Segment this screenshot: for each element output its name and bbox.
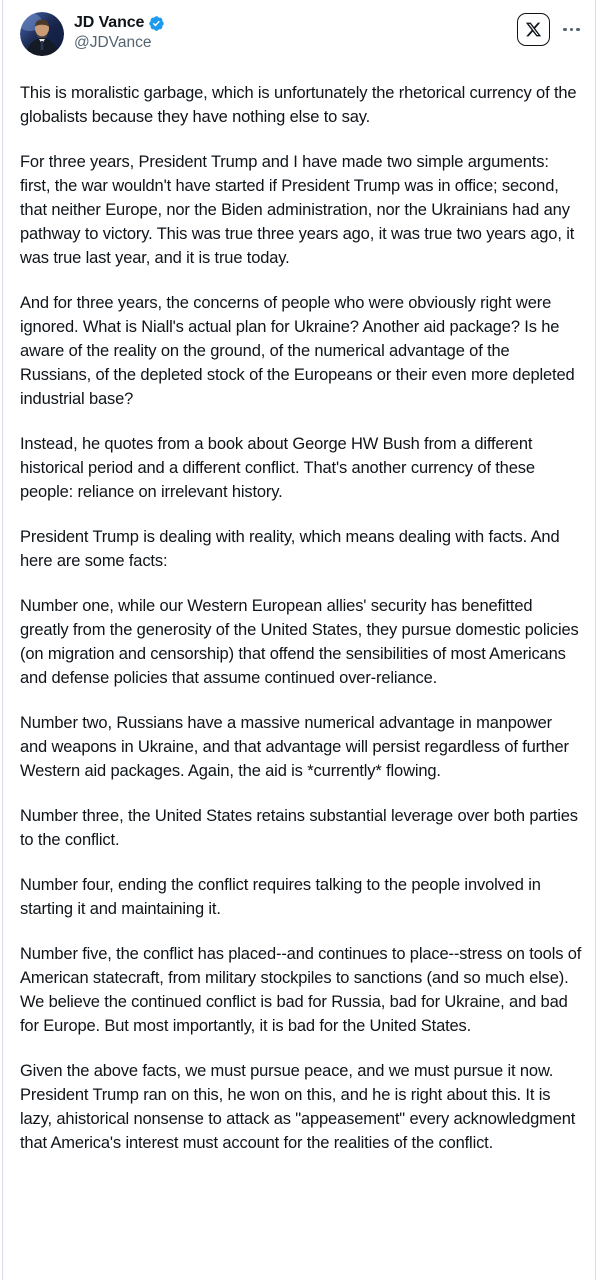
- post-paragraph-9: Number four, ending the conflict requires talking to the people involved in starting it and maintaining it.: [20, 876, 541, 918]
- author-name[interactable]: JD Vance: [74, 14, 145, 31]
- post-paragraph-4: Instead, he quotes from a book about George HW Bush from a different historical period and a different conflict. That's another currency of these people: reliance on irrelevant history.: [20, 435, 535, 501]
- tweet-card: [2, 0, 596, 1280]
- post-paragraph-2: For three years, President Trump and I have made two simple arguments: first, the war wouldn't have started if President Trump was in office; second, that neither Europe, nor the Biden administration, nor the Ukrainians had any pathway to victory. This was true three years ago, it was true two years ago, it was true last year, and it is true today.: [20, 153, 575, 267]
- post-paragraph-11: Given the above facts, we must pursue peace, and we must pursue it now. President Trump ran on this, he won on this, and he is right about this. It is lazy, ahistorical nonsense to attack as "appeasement" every acknowledgment that America's interest must account for the realities of the conflict.: [20, 1062, 576, 1152]
- post-paragraph-3: And for three years, the concerns of people who were obviously right were ignored. What is Niall's actual plan for Ukraine? Another aid package? Is he aware of the reality on the ground, of the numerical advantage of the Russians, of the depleted stock of the Europeans or their even more depleted industrial base?: [20, 294, 575, 408]
- more-dot: [576, 28, 580, 32]
- more-dot: [563, 28, 567, 32]
- author-block: [74, 12, 165, 52]
- tweet-header: [20, 12, 582, 56]
- avatar-photo: [20, 12, 64, 56]
- avatar[interactable]: [20, 12, 64, 56]
- author-handle[interactable]: @JDVance: [74, 34, 152, 51]
- post-text: [20, 81, 583, 1155]
- more-icon[interactable]: [561, 22, 582, 38]
- post-paragraph-10: Number five, the conflict has placed--and continues to place--stress on tools of American statecraft, from military stockpiles to sanctions (and so much else). We believe the continued conflict is bad for Russia, bad for Ukraine, and bad for Europe. But most importantly, it is bad for the United States.: [20, 945, 582, 1035]
- post-paragraph-5: President Trump is dealing with reality, which means dealing with facts. And here are some facts:: [20, 528, 560, 570]
- more-dot: [570, 28, 574, 32]
- post-paragraph-6: Number one, while our Western European allies' security has benefitted greatly from the generosity of the United States, they pursue domestic policies (on migration and censorship) that offend the sensibilities of most Americans and defense policies that assume continued over-reliance.: [20, 597, 579, 687]
- x-logo-button[interactable]: [517, 13, 550, 46]
- post-paragraph-7: Number two, Russians have a massive numerical advantage in manpower and weapons in Ukraine, and that advantage will persist regardless of further Western aid packages. Again, the aid is *currently* flowing.: [20, 714, 569, 780]
- header-actions: [517, 12, 582, 46]
- post-paragraph-8: Number three, the United States retains substantial leverage over both parties to the conflict.: [20, 807, 578, 849]
- post-paragraph-1: This is moralistic garbage, which is unfortunately the rhetorical currency of the globalists because they have nothing else to say.: [20, 84, 577, 126]
- x-logo-icon: [525, 21, 542, 38]
- verified-icon: [148, 15, 165, 32]
